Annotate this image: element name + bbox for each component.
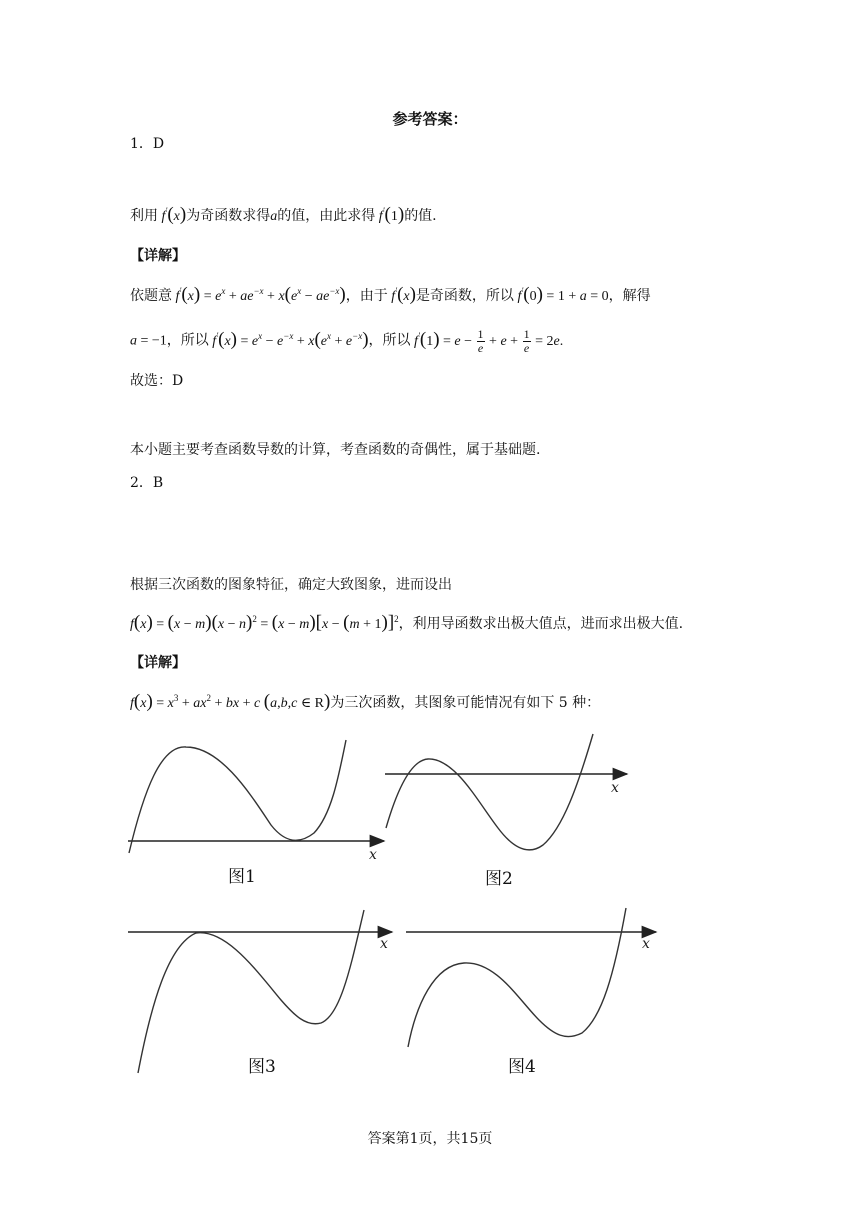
page-footer: 答案第1页，共15页 — [367, 1131, 493, 1147]
q2-hint-line2: $f(x) = (x - m)(x - n)^2 = (x - m)[x - (m + 1)]^2$，利用导函数求出极大值点，进而求出极大值. — [130, 612, 684, 633]
figure-2-graph — [383, 730, 633, 860]
figure-2-axis-label: x — [611, 780, 619, 796]
figure-1-axis-label: x — [369, 847, 377, 863]
figure-4-curve — [408, 908, 626, 1047]
q2-detail-heading: 【详解】 — [130, 655, 186, 671]
page-title: 参考答案： — [392, 110, 468, 128]
q2-answer: 2．B — [130, 475, 164, 491]
figure-3-curve — [138, 910, 364, 1073]
figure-3-caption: 图3 — [248, 1057, 276, 1077]
figure-2-caption: 图2 — [485, 869, 513, 889]
q1-hint: 利用 f'(x)为奇函数求得a的值，由此求得 f'(1)的值. — [130, 204, 437, 225]
figure-1-curve — [129, 740, 346, 853]
q1-answer: 1．D — [130, 136, 165, 152]
figure-4-axis-label: x — [642, 936, 650, 952]
q1-detail-line2: a = −1，所以 $f'(x) = e^x - e^{-x} + x(e^x + e^{-x})$，所以 f'(1) = e − $\frac{1}{e}$ + e + $\frac{1}{e}$ = 2e. — [130, 327, 564, 355]
q1-detail-line1: 依题意 $f'(x) = e^x + ae^{-x} + x(e^x - ae^{-x})$，由于 f'(x)是奇函数，所以 f'(0) = 1 + a = 0，解得 — [130, 284, 651, 305]
q1-summary: 本小题主要考查函数导数的计算，考查函数的奇偶性，属于基础题. — [130, 442, 541, 458]
figure-4-graph — [404, 905, 662, 1055]
figure-3-axis-label: x — [380, 936, 388, 952]
figure-4-caption: 图4 — [508, 1057, 536, 1077]
figure-1-graph — [126, 735, 388, 865]
q1-detail-heading: 【详解】 — [130, 248, 186, 264]
q2-hint-line1: 根据三次函数的图象特征，确定大致图象，进而设出 — [130, 577, 452, 593]
q2-detail-line1: $f(x) = x^3 + ax^2$ + bx + c (a,b,c ∈ R)为三次函数，其图象可能情况有如下 5 种： — [130, 691, 601, 712]
figure-1-caption: 图1 — [228, 867, 256, 887]
q1-choice: 故选：D — [130, 373, 184, 389]
figure-2-curve — [386, 734, 593, 850]
